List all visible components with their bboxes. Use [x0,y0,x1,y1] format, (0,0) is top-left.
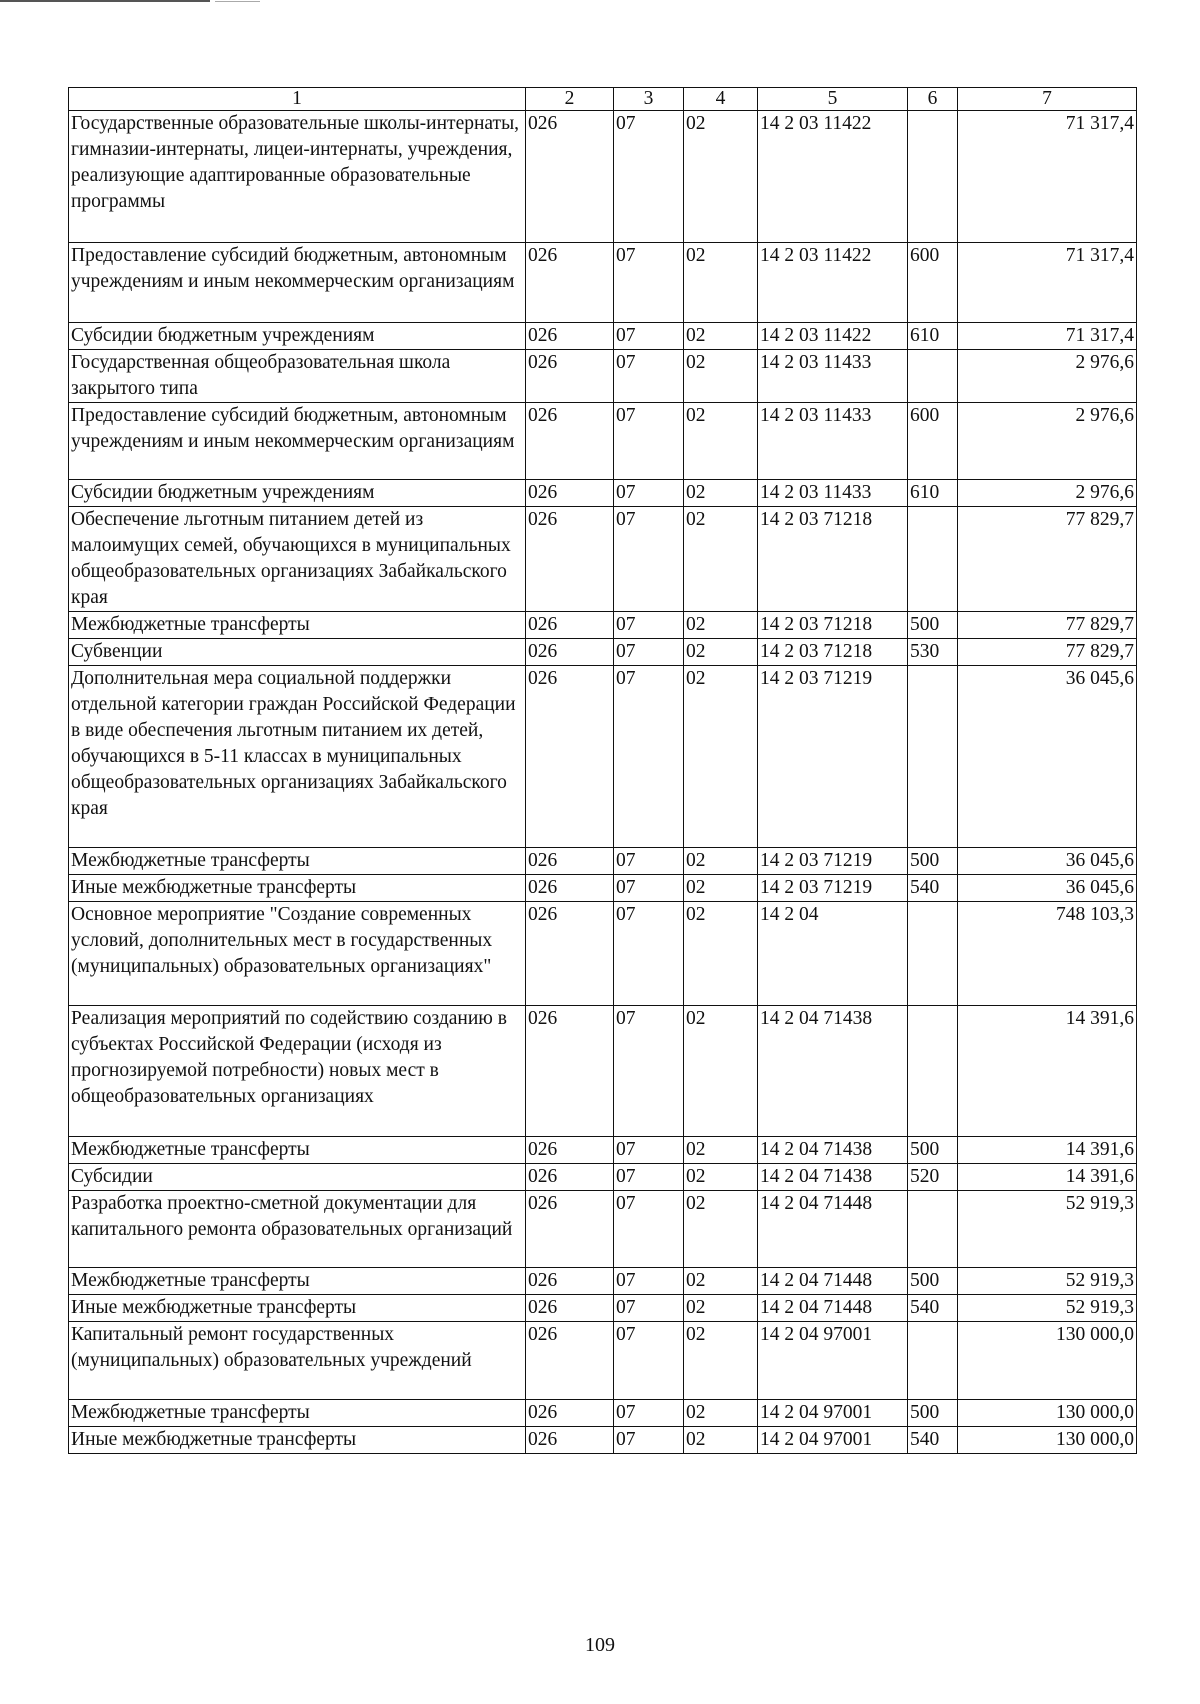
code-cell: 07 [614,1006,684,1137]
code-cell: 14 2 03 11433 [758,350,908,403]
amount-cell: 52 919,3 [958,1191,1137,1268]
code-cell: 14 2 04 97001 [758,1427,908,1454]
code-cell [908,1006,958,1137]
scan-artifact-line [0,0,210,2]
code-cell: 026 [526,350,614,403]
header-cell: 6 [908,88,958,111]
amount-cell: 130 000,0 [958,1427,1137,1454]
header-row [69,88,1137,111]
item-name-cell: Государственная общеобразовательная школа закрытого типа [69,350,526,403]
code-cell: 026 [526,639,614,666]
code-cell: 14 2 04 [758,902,908,1006]
amount-cell: 36 045,6 [958,848,1137,875]
code-cell: 07 [614,350,684,403]
code-cell: 14 2 04 97001 [758,1322,908,1400]
code-cell: 026 [526,666,614,848]
table-row [69,1006,1137,1137]
amount-cell: 36 045,6 [958,875,1137,902]
code-cell: 07 [614,1137,684,1164]
item-name-cell: Субсидии бюджетным учреждениям [69,480,526,507]
item-name-cell: Субвенции [69,639,526,666]
code-cell: 026 [526,1295,614,1322]
amount-cell: 52 919,3 [958,1295,1137,1322]
code-cell: 540 [908,1295,958,1322]
code-cell [908,902,958,1006]
code-cell: 14 2 04 71438 [758,1006,908,1137]
code-cell: 02 [684,1164,758,1191]
code-cell [908,1191,958,1268]
code-cell: 500 [908,848,958,875]
table-row [69,111,1137,243]
budget-table [68,87,1137,1454]
header-cell: 5 [758,88,908,111]
code-cell: 14 2 03 11422 [758,111,908,243]
code-cell: 540 [908,1427,958,1454]
code-cell: 500 [908,1400,958,1427]
code-cell: 14 2 04 71448 [758,1191,908,1268]
code-cell [908,507,958,612]
code-cell: 026 [526,1164,614,1191]
amount-cell: 2 976,6 [958,350,1137,403]
amount-cell: 748 103,3 [958,902,1137,1006]
code-cell: 07 [614,480,684,507]
code-cell: 520 [908,1164,958,1191]
table-row [69,480,1137,507]
amount-cell: 71 317,4 [958,323,1137,350]
item-name-cell: Иные межбюджетные трансферты [69,1427,526,1454]
code-cell: 07 [614,403,684,480]
code-cell: 02 [684,323,758,350]
amount-cell: 130 000,0 [958,1322,1137,1400]
code-cell: 02 [684,1322,758,1400]
code-cell: 14 2 03 71219 [758,848,908,875]
amount-cell: 77 829,7 [958,639,1137,666]
item-name-cell: Межбюджетные трансферты [69,1400,526,1427]
header-cell: 4 [684,88,758,111]
table-row [69,1322,1137,1400]
amount-cell: 71 317,4 [958,111,1137,243]
item-name-cell: Иные межбюджетные трансферты [69,875,526,902]
item-name-cell: Предоставление субсидий бюджетным, автономным учреждениям и иным некоммерческим организациям [69,403,526,480]
code-cell: 026 [526,1322,614,1400]
code-cell: 02 [684,1191,758,1268]
code-cell: 14 2 03 11422 [758,323,908,350]
code-cell: 02 [684,902,758,1006]
code-cell: 026 [526,111,614,243]
code-cell: 026 [526,1137,614,1164]
code-cell: 530 [908,639,958,666]
amount-cell: 14 391,6 [958,1006,1137,1137]
table-row [69,243,1137,323]
code-cell: 02 [684,507,758,612]
code-cell: 02 [684,1006,758,1137]
code-cell: 026 [526,507,614,612]
code-cell [908,350,958,403]
table-row [69,875,1137,902]
code-cell: 02 [684,1295,758,1322]
table-row [69,612,1137,639]
code-cell: 540 [908,875,958,902]
table-row [69,1268,1137,1295]
item-name-cell: Субсидии [69,1164,526,1191]
code-cell: 026 [526,1268,614,1295]
code-cell: 500 [908,612,958,639]
code-cell: 02 [684,639,758,666]
amount-cell: 14 391,6 [958,1137,1137,1164]
code-cell: 07 [614,323,684,350]
code-cell: 14 2 03 11422 [758,243,908,323]
code-cell: 610 [908,323,958,350]
code-cell: 07 [614,612,684,639]
table-row [69,902,1137,1006]
amount-cell: 77 829,7 [958,507,1137,612]
code-cell: 02 [684,111,758,243]
item-name-cell: Межбюджетные трансферты [69,848,526,875]
code-cell: 026 [526,243,614,323]
code-cell: 026 [526,848,614,875]
code-cell: 02 [684,403,758,480]
table-row [69,666,1137,848]
code-cell: 02 [684,666,758,848]
header-cell: 2 [526,88,614,111]
table-row [69,1191,1137,1268]
code-cell: 026 [526,875,614,902]
amount-cell: 2 976,6 [958,480,1137,507]
item-name-cell: Субсидии бюджетным учреждениям [69,323,526,350]
item-name-cell: Иные межбюджетные трансферты [69,1295,526,1322]
code-cell: 07 [614,1164,684,1191]
code-cell: 14 2 04 71438 [758,1164,908,1191]
item-name-cell: Межбюджетные трансферты [69,1268,526,1295]
code-cell: 026 [526,1006,614,1137]
table-row [69,507,1137,612]
code-cell: 07 [614,639,684,666]
item-name-cell: Государственные образовательные школы-интернаты, гимназии-интернаты, лицеи-интернаты, учреждения, реализующие адаптированные образовательные программы [69,111,526,243]
code-cell: 07 [614,902,684,1006]
code-cell [908,666,958,848]
code-cell: 14 2 04 71448 [758,1295,908,1322]
code-cell: 02 [684,480,758,507]
item-name-cell: Предоставление субсидий бюджетным, автономным учреждениям и иным некоммерческим организациям [69,243,526,323]
item-name-cell: Капитальный ремонт государственных (муниципальных) образовательных учреждений [69,1322,526,1400]
header-cell: 1 [69,88,526,111]
code-cell: 14 2 03 71219 [758,666,908,848]
code-cell: 07 [614,507,684,612]
code-cell: 14 2 04 71438 [758,1137,908,1164]
item-name-cell: Межбюджетные трансферты [69,612,526,639]
code-cell: 14 2 03 11433 [758,480,908,507]
amount-cell: 71 317,4 [958,243,1137,323]
code-cell: 500 [908,1137,958,1164]
amount-cell: 2 976,6 [958,403,1137,480]
code-cell: 07 [614,1268,684,1295]
amount-cell: 36 045,6 [958,666,1137,848]
code-cell: 02 [684,243,758,323]
code-cell: 07 [614,111,684,243]
table-row [69,323,1137,350]
code-cell: 02 [684,848,758,875]
table-row [69,350,1137,403]
code-cell: 07 [614,1427,684,1454]
table-row [69,1164,1137,1191]
code-cell: 07 [614,848,684,875]
code-cell: 14 2 03 71218 [758,612,908,639]
code-cell: 026 [526,323,614,350]
code-cell: 14 2 03 71218 [758,639,908,666]
amount-cell: 77 829,7 [958,612,1137,639]
code-cell: 14 2 04 97001 [758,1400,908,1427]
code-cell [908,1322,958,1400]
code-cell: 07 [614,666,684,848]
amount-cell: 130 000,0 [958,1400,1137,1427]
table-row [69,848,1137,875]
code-cell: 14 2 04 71448 [758,1268,908,1295]
code-cell: 07 [614,1191,684,1268]
code-cell: 02 [684,1268,758,1295]
code-cell: 02 [684,612,758,639]
code-cell: 07 [614,875,684,902]
header-cell: 7 [958,88,1137,111]
code-cell: 14 2 03 71219 [758,875,908,902]
item-name-cell: Межбюджетные трансферты [69,1137,526,1164]
table-row [69,1427,1137,1454]
table-row [69,403,1137,480]
code-cell: 600 [908,403,958,480]
code-cell: 07 [614,243,684,323]
item-name-cell: Обеспечение льготным питанием детей из малоимущих семей, обучающихся в муниципальных общеобразовательных организациях Забайкальского края [69,507,526,612]
code-cell: 14 2 03 11433 [758,403,908,480]
code-cell: 02 [684,1400,758,1427]
code-cell: 07 [614,1322,684,1400]
table-row [69,1137,1137,1164]
code-cell: 026 [526,612,614,639]
code-cell [908,111,958,243]
code-cell: 02 [684,875,758,902]
page-number: 109 [585,1634,615,1656]
code-cell: 500 [908,1268,958,1295]
item-name-cell: Основное мероприятие "Создание современных условий, дополнительных мест в государственных (муниципальных) образовательных организациях" [69,902,526,1006]
item-name-cell: Разработка проектно-сметной документации для капитального ремонта образовательных организаций [69,1191,526,1268]
amount-cell: 52 919,3 [958,1268,1137,1295]
code-cell: 600 [908,243,958,323]
code-cell: 026 [526,1400,614,1427]
code-cell: 14 2 03 71218 [758,507,908,612]
code-cell: 07 [614,1400,684,1427]
table-row [69,1400,1137,1427]
code-cell: 026 [526,902,614,1006]
header-cell: 3 [614,88,684,111]
code-cell: 07 [614,1295,684,1322]
code-cell: 026 [526,403,614,480]
scan-artifact-line [215,1,260,2]
code-cell: 610 [908,480,958,507]
table-row [69,639,1137,666]
code-cell: 02 [684,350,758,403]
code-cell: 026 [526,1427,614,1454]
code-cell: 026 [526,1191,614,1268]
code-cell: 02 [684,1427,758,1454]
item-name-cell: Дополнительная мера социальной поддержки отдельной категории граждан Российской Федерации в виде обеспечения льготным питанием их детей, обучающихся в 5-11 классах в муниципальных общеобразовательных организациях Забайкальского края [69,666,526,848]
amount-cell: 14 391,6 [958,1164,1137,1191]
item-name-cell: Реализация мероприятий по содействию созданию в субъектах Российской Федерации (исходя из прогнозируемой потребности) новых мест в общеобразовательных организациях [69,1006,526,1137]
code-cell: 02 [684,1137,758,1164]
table-row [69,1295,1137,1322]
code-cell: 026 [526,480,614,507]
